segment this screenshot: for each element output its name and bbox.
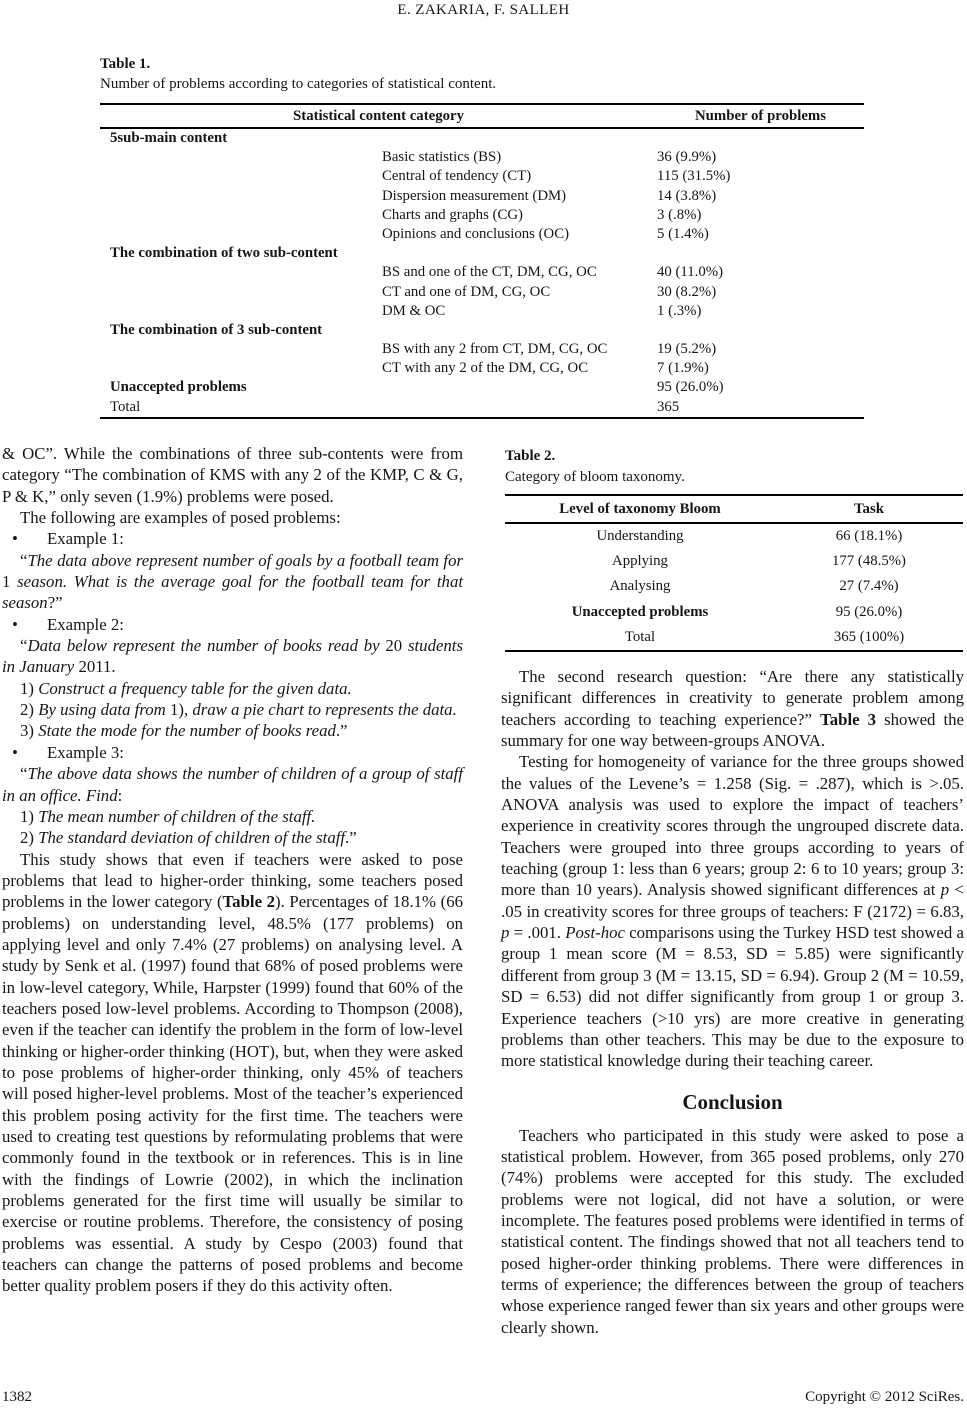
table1-subcategory-cell: BS with any 2 from CT, DM, CG, OC [382, 341, 608, 358]
text-segment: 1 [2, 572, 11, 592]
text-segment: The mean number of children of the staff. [38, 806, 316, 826]
table1-category-cell: 5sub-main content [110, 130, 228, 146]
table1-row [100, 378, 864, 397]
paragraph [2, 806, 463, 827]
table1-category-cell [100, 359, 382, 378]
table1-value-cell: 5 (1.4%) [657, 225, 709, 242]
text-segment: season. What is the average goal for the football team for that season [2, 572, 463, 613]
paragraph [2, 763, 463, 806]
table1-row [100, 398, 864, 417]
text-segment: : [117, 785, 123, 805]
text-segment: , draw a pie chart to represents the data. [183, 700, 457, 720]
table1-subcategory-cell: Opinions and conclusions (OC) [382, 225, 569, 242]
text-segment: The standard deviation of children of the staff [38, 828, 346, 848]
table1-category-cell [100, 187, 382, 206]
text-segment: Example 3: [47, 742, 124, 762]
paragraph [2, 443, 463, 507]
table1-category-cell: The combination of 3 sub-content [110, 321, 323, 338]
table2-header-row [505, 496, 963, 524]
text-segment: The following are examples of posed problems: [20, 508, 341, 528]
paragraph [2, 699, 463, 720]
bullet-item [2, 614, 463, 635]
section-heading: Conclusion [682, 1089, 783, 1114]
text-segment: The data above represent number of goals by a football team for [27, 550, 463, 570]
table2-header-level: Level of taxonomy Bloom [559, 501, 721, 517]
table1-value-cell [657, 244, 864, 263]
table1-subcategory-cell [382, 398, 657, 417]
table1-category-cell [100, 340, 382, 359]
table2-label: Table 2. [505, 448, 556, 464]
table2 [505, 494, 963, 652]
text-segment: 1) [20, 678, 39, 698]
table1-subcategory-cell [382, 244, 657, 263]
text-segment: This study shows that even if teachers were asked to pose problems that lead to higher-order thinking, some teachers posed problems in the lower category ( [2, 849, 463, 912]
text-segment: ?” [47, 593, 63, 613]
text-segment: 20 [385, 636, 403, 656]
table1-value-cell: 7 (1.9%) [657, 360, 709, 377]
text-segment: State the mode for the number of books read [38, 721, 336, 741]
table1-category-cell [100, 283, 382, 302]
table1-row [100, 187, 864, 206]
bullet-icon: • [12, 742, 18, 762]
table1-category-cell: Total [110, 398, 141, 415]
text-segment: Construct a frequency table for the given data. [38, 678, 352, 698]
text-segment: “ [20, 550, 28, 570]
text-segment: 1) [20, 806, 39, 826]
table2-level-cell: Unaccepted problems [571, 603, 709, 620]
table1-value-cell [657, 321, 864, 340]
table1-subcategory-cell: Dispersion measurement (DM) [382, 187, 567, 204]
bullet-icon: • [12, 529, 18, 549]
table1-value-cell: 36 (9.9%) [657, 149, 717, 166]
table1-subcategory-cell: CT with any 2 of the DM, CG, OC [382, 360, 589, 377]
text-segment: Testing for homogeneity of variance for the three groups showed the values of the Levene’s = 1.258 (Sig. = .287), which is >.05. ANOVA analysis was used to explore the impact of teachers’ experience in creativity scores through the ungrouped discrete data. Teachers were grouped into three groups according to years of teaching (group 1: less than 6 years; group 2: 6 to 10 years; group 3: more than 10 years). Analysis showed significant differences at [501, 752, 964, 900]
table1-body [100, 129, 864, 417]
paragraph [2, 550, 463, 614]
table1-value-cell: 14 (3.8%) [657, 187, 717, 204]
table1-row [100, 321, 864, 340]
table1-subcategory-cell [382, 378, 657, 397]
page-number: 1382 [2, 1389, 32, 1405]
text-segment: comparisons using the Turkey HSD test showed a group 1 mean score (M = 8.53, SD = 5.85) were significantly different from group 3 (M = 13.15, SD = 6.94). Group 2 (M = 10.59, SD = 6.53) did not differ significantly from group 1 or group 3. Experience teachers (>10 yrs) are more creative in generating problems than other teachers. This may be due to the exposure to more statistical knowledge during their teaching career. [501, 923, 964, 1071]
table2-row [505, 524, 963, 549]
bullet-item [2, 742, 463, 763]
text-segment: < .05 in creativity scores for three groups of teachers: F (2172) = 6.83, [501, 880, 964, 921]
bullet-icon: • [12, 614, 18, 634]
table2-task-cell: 27 (7.4%) [839, 578, 899, 595]
table1-subcategory-cell: CT and one of DM, CG, OC [382, 283, 551, 300]
table1-header-category: Statistical content category [293, 108, 464, 124]
text-segment: 2011. [78, 657, 116, 677]
text-segment: Post-hoc [565, 923, 625, 943]
text-segment: “ [20, 636, 28, 656]
text-segment: Data below represent the number of books read by [27, 636, 386, 656]
paragraph [501, 751, 964, 1071]
table1-value-cell: 40 (11.0%) [657, 264, 724, 281]
text-segment: The above data shows the number of children of a group of staff in an office. Find [2, 764, 463, 805]
paragraph [2, 507, 463, 528]
text-segment: Example 1: [47, 529, 124, 549]
table1-header-row [100, 105, 864, 129]
table2-row [505, 625, 963, 650]
bullet-item [2, 528, 463, 549]
paragraph [2, 678, 463, 699]
text-segment: showed the summary for one way between-groups ANOVA. [501, 709, 965, 751]
table1-row [100, 359, 864, 378]
paragraph [2, 635, 463, 678]
table1-subcategory-cell: Central of tendency (CT) [382, 168, 532, 185]
text-segment: = .001. [509, 923, 566, 943]
table2-task-cell: 177 (48.5%) [832, 553, 906, 570]
text-segment: 1) [169, 700, 184, 720]
table2-body [505, 524, 963, 650]
paragraph [2, 720, 463, 741]
table1-value-cell: 3 (.8%) [657, 206, 702, 223]
paragraph [501, 1125, 964, 1338]
text-segment: “ [20, 764, 28, 784]
text-segment: The second research question: “Are there any statistically significant differences in creativity to generate problem among teachers according to teaching experience?” [501, 667, 964, 729]
table1-header-count: Number of problems [695, 108, 826, 124]
copyright-notice: Copyright © 2012 SciRes. [805, 1389, 964, 1405]
text-segment: & OC”. While the combinations of three sub-contents were from category “The combination of KMS with any 2 of the KMP, C & G, P & K,” only seven (1.9%) problems were posed. [2, 444, 463, 506]
table2-level-cell: Understanding [596, 528, 684, 544]
table1-value-cell: 19 (5.2%) [657, 341, 717, 358]
table2-row [505, 549, 963, 574]
table1-row [100, 302, 864, 321]
text-segment: By using data from [38, 700, 170, 720]
table1-value-cell: 30 (8.2%) [657, 283, 717, 300]
table2-row [505, 600, 963, 625]
text-segment: Table 3 [820, 709, 877, 729]
table1-value-cell: 115 (31.5%) [657, 168, 731, 185]
table1-subcategory-cell: DM & OC [382, 302, 446, 319]
table1-row [100, 129, 864, 148]
table1-category-cell: Unaccepted problems [110, 379, 247, 396]
table2-caption: Category of bloom taxonomy. [505, 469, 685, 485]
paragraph [501, 666, 964, 751]
paragraph [2, 827, 463, 848]
text-segment: .” [335, 721, 348, 741]
text-segment: students in January [2, 636, 463, 677]
table1-category-cell [100, 167, 382, 186]
table2-header-task: Task [854, 501, 884, 517]
table1 [100, 103, 864, 419]
table1-label: Table 1. [100, 56, 151, 72]
table1-value-cell: 365 [657, 398, 680, 415]
table1-category-cell [100, 302, 382, 321]
table2-task-cell: 95 (26.0%) [835, 603, 903, 620]
table2-level-cell: Applying [612, 553, 668, 570]
table1-subcategory-cell [382, 321, 657, 340]
left-column [2, 443, 463, 1297]
table1-subcategory-cell: BS and one of the CT, DM, CG, OC [382, 264, 597, 281]
table2-level-cell: Analysing [609, 578, 671, 595]
text-segment: Table 2 [222, 892, 275, 912]
text-segment: 2) [20, 700, 39, 720]
text-segment: Example 2: [47, 614, 124, 634]
table1-row [100, 244, 864, 263]
table1-row [100, 283, 864, 302]
table1-row [100, 148, 864, 167]
text-segment: p [940, 880, 950, 900]
table1-subcategory-cell: Charts and graphs (CG) [382, 206, 523, 223]
running-head: E. ZAKARIA, F. SALLEH [397, 2, 570, 18]
table1-caption: Number of problems according to categories of statistical content. [100, 76, 497, 92]
table1-subcategory-cell: Basic statistics (BS) [382, 149, 502, 166]
table1-value-cell: 1 (.3%) [657, 302, 702, 319]
text-segment: 3) [20, 721, 39, 741]
text-segment: ). Percentages of 18.1% (66 problems) on understanding level, 48.5% (177 problems) on applying level and only 7.4% (27 problems) on analysing level. A study by Senk et al. (1997) found that 68% of posed problems were in low-level category, While, Harpster (1999) found that 60% of the teachers posed low-level problems. According to Thompson (2008), even if the teacher can identify the problem in the form of low-level thinking or higher-order thinking (HOT), but, when they were asked to pose problems of higher-order thinking, only 45% of teachers will posed higher-level problems. Most of the teacher’s experienced this problem posing activity for the first time. The teachers were used to creating test questions by reformulating problems that were commonly found in the textbook or in references. This is in line with the findings of Lowrie (2002), in which the inclination problems generated for the first time will usually be similar to exercise or routine problems. Therefore, the consistency of posing problems was essential. A study by Cespo (2003) found that teachers can change the patterns of posed problems and become better quality problem posers if they do this activity often. [2, 892, 463, 1296]
right-column [501, 666, 964, 1338]
text-segment: 2) [20, 828, 39, 848]
table1-row [100, 340, 864, 359]
table1-row [100, 263, 864, 282]
table1-block [100, 54, 864, 419]
table1-category-cell [100, 206, 382, 225]
table1-category-cell [100, 225, 382, 244]
table2-row [505, 574, 963, 599]
table1-value-cell [657, 129, 864, 148]
table1-row [100, 167, 864, 186]
table1-subcategory-cell [382, 129, 657, 148]
text-segment: .” [345, 828, 357, 848]
table2-block [505, 446, 963, 652]
table1-row [100, 206, 864, 225]
table2-task-cell: 365 (100%) [833, 628, 905, 645]
table1-category-cell [100, 263, 382, 282]
table1-category-cell [100, 148, 382, 167]
table1-value-cell: 95 (26.0%) [657, 379, 724, 396]
table1-row [100, 225, 864, 244]
table2-level-cell: Total [624, 628, 656, 645]
paragraph [2, 849, 463, 1297]
table2-task-cell: 66 (18.1%) [835, 528, 903, 544]
table1-category-cell: The combination of two sub-content [110, 245, 338, 262]
text-segment: Teachers who participated in this study were asked to pose a statistical problem. However, from 365 posed problems, only 270 (74%) problems were accepted for this study. The excluded problems were not logical, did not have a solution, or were incomplete. The features posed problems were identified in terms of statistical content. The findings showed that not all teachers tend to posed higher-order thinking problems. There were differences in terms of experience; the differences between the group of teachers whose experience ranged fewer than six years and other groups were clearly shown. [501, 1125, 964, 1337]
text-segment: p [501, 923, 510, 943]
